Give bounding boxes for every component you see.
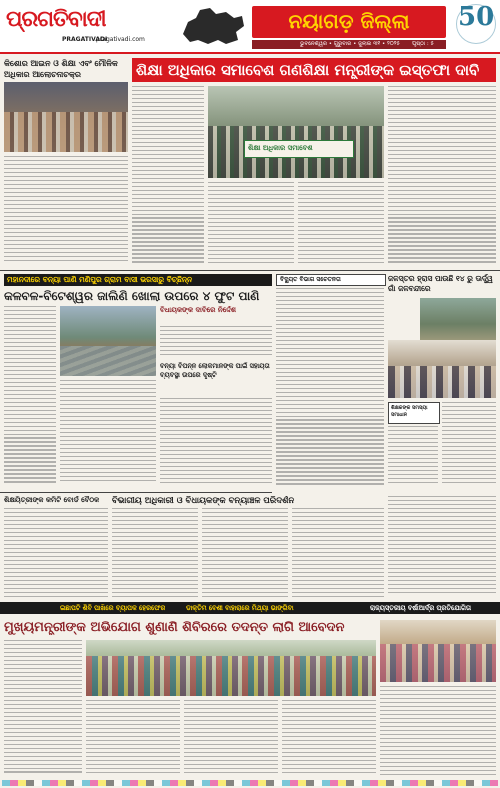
section-rule-1 [0, 270, 500, 271]
bottom-col-3 [184, 700, 278, 778]
right-col-body [388, 496, 496, 598]
ticker-item-1: ଇଛାପଟି ଶିବି ପାଖିରେ ବ୍ୟାପକ ହେରଫେର [60, 604, 166, 612]
website-text: pragativadi.com [96, 36, 145, 43]
mid-right-headline: ଜଳସ୍ତର ହ୍ରାସ ପାଉଛି ୧୪ ରୁ ଊର୍ଦ୍ଧ୍ୱ ଗାଁ ଜଳବନ୍ଦୀରେ [388, 274, 493, 293]
bottom-col-4 [282, 700, 376, 778]
masthead [0, 0, 500, 52]
sub-story-b [160, 362, 272, 396]
main-col-1 [132, 86, 204, 266]
main-headline: ଶିକ୍ଷା ଅଧିକାର ସମାବେଶ ଗଣଶିକ୍ଷା ମନ୍ତ୍ରୀଙ୍କ ଇସ୍ତଫା ଦାବି [136, 61, 480, 79]
sub-headline-b: ବନ୍ୟା ବିପନ୍ନ ଲୋକମାନଙ୍କ ପାଇଁ ସହାୟତା ବ୍ୟବସ୍ଥା ଉପରେ ଦୃଷ୍ଟି [160, 362, 270, 379]
mid-right-col-2 [442, 402, 496, 488]
seminar-photo [4, 82, 128, 152]
anniversary-ring-icon [456, 4, 496, 44]
anniversary-logo: 50 [458, 2, 495, 32]
date-strip [252, 40, 446, 49]
district-title: ନୟାଗଡ଼ ଜିଲ୍ଲା [288, 9, 410, 33]
mla-body-3 [292, 508, 384, 598]
meeting-photo [388, 340, 496, 398]
flood-photo [60, 306, 156, 376]
masthead-rule [0, 52, 500, 54]
main-col-4 [388, 86, 496, 266]
flood-kicker: ମହାନଦୀରେ ବନ୍ୟା ପାଣି ମଣିପୁର ଗ୍ରାମ ବାସୀ ଭରସାରୁ ବିଚ୍ଛିନ୍ନ [7, 275, 193, 284]
side-box-text: ଶିକ୍ଷକଙ୍କ ସମସ୍ୟା ସମାଧାନ [391, 405, 428, 418]
date-line: ଭୁବନେଶ୍ୱର • ଗୁରୁବାର • ଜୁଲାଇ ୩୧ • ୨୦୨୫ [300, 41, 400, 47]
mid-right-col-1 [276, 288, 384, 488]
district-banner [252, 6, 446, 38]
sub-headline-a: ବିଧାୟକଙ୍କ ଦାବିରେ ନିର୍ଦ୍ଦେଶ [160, 306, 236, 314]
col-left-headline: ଶିକ୍ଷୟିତ୍ରୀଙ୍କ କମିଟି ବୋର୍ଡ ବୈଠକ [4, 496, 100, 504]
ticker-item-3: ରାଜ୍ୟସ୍ତରୀୟ ବର୍ଷାଆର୍ଦ୍ର ପ୍ରତିଯୋଗିତା [370, 604, 472, 612]
sub-story-a-body [160, 326, 272, 360]
flood-col-1 [4, 306, 56, 486]
flood-col-2 [60, 380, 156, 486]
mid-right-kicker: ବିଦ୍ୟୁତ ବିଭାଗ ସଚେତନତା [280, 276, 341, 283]
sub-story-b-body [160, 398, 272, 486]
ticker-item-2: ଡାକ୍ତିମ ବେଶୀ ବାହାରାରେ ମିଥ୍ୟା ଭାଙ୍ଗିବା [186, 604, 294, 612]
bottom-col-1 [4, 640, 82, 778]
district-map-icon [178, 4, 248, 48]
section-rule-2 [0, 492, 272, 493]
flood-kicker-box [4, 274, 272, 286]
grievance-photo [86, 640, 376, 696]
side-box [388, 402, 440, 424]
rally-photo [208, 86, 384, 178]
bottom-right-col [380, 686, 496, 778]
logo-text: ପ୍ରଗତିବାଦୀ [6, 6, 106, 32]
top-left-headline: କିଶୋର ଆଇନ ଓ ଶିକ୍ଷା ଏବଂ ମୌଳିକ ଅଧିକାର ଆଲୋଚନାଚକ୍ର [4, 59, 118, 79]
main-col-2 [208, 182, 294, 266]
flood-headline: କଳବଳ-ବିଟେଶ୍ୱର ଜାଲିଣି ଖୋଲା ଉପରେ ୪ ଫୁଟ ପାଣି [4, 289, 260, 303]
competition-photo [380, 620, 496, 682]
page-number: ପୃଷ୍ଠା : ୫ [412, 41, 434, 47]
color-registration-bar [2, 780, 498, 786]
mla-body-2 [202, 508, 288, 598]
col-left-body [4, 508, 108, 598]
top-left-body [4, 156, 128, 266]
mla-headline: ବିଭାଗୀୟ ଅଧିକାରୀ ଓ ବିଧାୟକଙ୍କ ବନ୍ୟାଞ୍ଚଳ ପରିଦର୍ଶନ [112, 496, 295, 506]
ticker-strip [0, 602, 500, 614]
mid-right-kicker-box [276, 274, 386, 286]
mid-right-headline-box [388, 274, 496, 296]
main-col-3 [298, 182, 384, 266]
mla-body-1 [112, 508, 198, 598]
main-headline-box [132, 58, 496, 82]
banner-text: ଶିକ୍ଷା ଅଧିକାର ସମାବେଶ [248, 144, 313, 152]
bottom-col-2 [86, 700, 180, 778]
mid-right-col-3 [388, 426, 438, 488]
rally-banner [244, 140, 354, 158]
bottom-headline: ମୁଖ୍ୟମନ୍ତ୍ରୀଙ୍କ ଅଭିଯୋଗ ଶୁଣାଣି ଶିବିରରେ ତଦନ୍ତ ଲାଗି ଆବେଦନ [4, 620, 345, 635]
logo-subtitle: PRAGATIVADI [62, 36, 108, 43]
